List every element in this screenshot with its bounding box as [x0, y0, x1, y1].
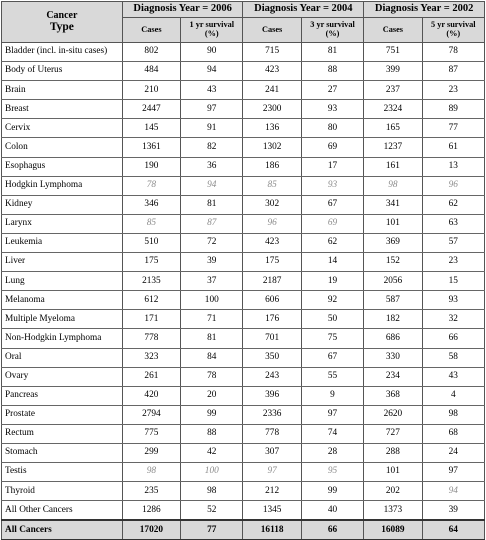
table-body: [2, 43, 485, 540]
cases-2004-cell: 96: [243, 214, 301, 233]
cancer-name-cell: Lung: [2, 272, 123, 291]
cases-2004-cell: 241: [243, 81, 301, 100]
cases-2004-cell: 2336: [243, 405, 301, 424]
table-row: [2, 272, 485, 291]
survival-3yr-cell: 9: [301, 386, 363, 405]
cancer-type-header: [2, 2, 123, 43]
survival-3yr-cell: 95: [301, 463, 363, 482]
survival-table: [1, 1, 485, 540]
cases-2004-cell: 307: [243, 443, 301, 462]
cases-2006-cell: 484: [122, 62, 180, 81]
cases-2006-cell: 190: [122, 157, 180, 176]
cancer-name-cell: Hodgkin Lymphoma: [2, 176, 123, 195]
survival-3yr-cell: 55: [301, 367, 363, 386]
survival-1yr-cell: 81: [181, 195, 243, 214]
survival-3yr-cell: 88: [301, 62, 363, 81]
cases-2004-cell: 176: [243, 310, 301, 329]
cases-2004-cell: 1345: [243, 501, 301, 521]
table-row: [2, 386, 485, 405]
cases-2002-cell: 101: [364, 214, 422, 233]
survival-5yr-cell: 23: [422, 81, 484, 100]
survival-5yr-cell: 61: [422, 138, 484, 157]
cancer-name-cell: Melanoma: [2, 291, 123, 310]
survival-5yr-cell: 43: [422, 367, 484, 386]
table-row: [2, 253, 485, 272]
survival-1yr-cell: 100: [181, 463, 243, 482]
survival-1yr-cell: 20: [181, 386, 243, 405]
survival-5yr-cell: 39: [422, 501, 484, 521]
cases-2002-cell: 161: [364, 157, 422, 176]
cancer-name-cell: Pancreas: [2, 386, 123, 405]
survival-5yr-cell: 66: [422, 329, 484, 348]
survival-3yr-cell: 69: [301, 138, 363, 157]
survival-5yr-cell: 32: [422, 310, 484, 329]
cases-2002-cell: 98: [364, 176, 422, 195]
survival-3yr-cell: 50: [301, 310, 363, 329]
cases-header-2006: Cases: [122, 18, 180, 43]
survival-5yr-cell: 78: [422, 43, 484, 62]
survival-5yr-cell: 62: [422, 195, 484, 214]
cancer-name-cell: Non-Hodgkin Lymphoma: [2, 329, 123, 348]
table-row: [2, 119, 485, 138]
table-row: [2, 138, 485, 157]
cancer-name-cell: Rectum: [2, 424, 123, 443]
total-row: [2, 520, 485, 540]
cancer-name-cell: Kidney: [2, 195, 123, 214]
cases-2006-cell: 299: [122, 443, 180, 462]
survival-1yr-cell: 94: [181, 62, 243, 81]
survival-5yr-cell: 63: [422, 214, 484, 233]
cases-2006-cell: 510: [122, 233, 180, 252]
cases-2002-cell: 1373: [364, 501, 422, 521]
survival-5yr-cell: 64: [422, 520, 484, 540]
cases-2006-cell: 778: [122, 329, 180, 348]
survival-1yr-cell: 99: [181, 405, 243, 424]
cases-2002-cell: 341: [364, 195, 422, 214]
survival-3yr-cell: 66: [301, 520, 363, 540]
cases-2002-cell: 165: [364, 119, 422, 138]
cases-2004-cell: 606: [243, 291, 301, 310]
survival-3yr-cell: 81: [301, 43, 363, 62]
survival-5yr-cell: 87: [422, 62, 484, 81]
cases-2004-cell: 186: [243, 157, 301, 176]
survival-3yr-cell: 69: [301, 214, 363, 233]
cancer-name-cell: Larynx: [2, 214, 123, 233]
survival-5yr-cell: 96: [422, 176, 484, 195]
survival-1yr-cell: 71: [181, 310, 243, 329]
survival-1yr-cell: 37: [181, 272, 243, 291]
survival-1yr-cell: 94: [181, 176, 243, 195]
survival-3yr-cell: 14: [301, 253, 363, 272]
survival-3yr-cell: 28: [301, 443, 363, 462]
cancer-name-cell: Cervix: [2, 119, 123, 138]
cases-2006-cell: 145: [122, 119, 180, 138]
cancer-name-cell: Testis: [2, 463, 123, 482]
cases-2006-cell: 235: [122, 482, 180, 501]
cases-2004-cell: 212: [243, 482, 301, 501]
cases-2002-cell: 399: [364, 62, 422, 81]
cases-2006-cell: 775: [122, 424, 180, 443]
survival-3yr-cell: 93: [301, 176, 363, 195]
cases-2002-cell: 182: [364, 310, 422, 329]
survival-header-2006: 1 yr survival (%): [181, 18, 243, 43]
survival-3yr-cell: 27: [301, 81, 363, 100]
year-header-2004: Diagnosis Year = 2004: [243, 2, 364, 18]
year-header-2002: Diagnosis Year = 2002: [364, 2, 485, 18]
cases-2002-cell: 202: [364, 482, 422, 501]
survival-5yr-cell: 94: [422, 482, 484, 501]
survival-3yr-cell: 97: [301, 405, 363, 424]
survival-1yr-cell: 84: [181, 348, 243, 367]
cancer-name-cell: Stomach: [2, 443, 123, 462]
cases-2006-cell: 1286: [122, 501, 180, 521]
survival-3yr-cell: 40: [301, 501, 363, 521]
survival-5yr-cell: 57: [422, 233, 484, 252]
survival-1yr-cell: 88: [181, 424, 243, 443]
survival-3yr-cell: 67: [301, 195, 363, 214]
survival-3yr-cell: 67: [301, 348, 363, 367]
cancer-name-cell: Esophagus: [2, 157, 123, 176]
survival-3yr-cell: 62: [301, 233, 363, 252]
table-row: [2, 233, 485, 252]
cases-2004-cell: 136: [243, 119, 301, 138]
cases-2002-cell: 16089: [364, 520, 422, 540]
cases-2006-cell: 1361: [122, 138, 180, 157]
cases-2004-cell: 701: [243, 329, 301, 348]
cases-2002-cell: 152: [364, 253, 422, 272]
survival-5yr-cell: 24: [422, 443, 484, 462]
table-row: [2, 176, 485, 195]
cases-2006-cell: 346: [122, 195, 180, 214]
cases-2002-cell: 2056: [364, 272, 422, 291]
cases-2006-cell: 2794: [122, 405, 180, 424]
survival-1yr-cell: 36: [181, 157, 243, 176]
cancer-name-cell: Prostate: [2, 405, 123, 424]
table-row: [2, 195, 485, 214]
cancer-name-cell: Leukemia: [2, 233, 123, 252]
cases-2004-cell: 423: [243, 233, 301, 252]
cases-2002-cell: 686: [364, 329, 422, 348]
cases-2004-cell: 778: [243, 424, 301, 443]
cases-2004-cell: 715: [243, 43, 301, 62]
survival-3yr-cell: 99: [301, 482, 363, 501]
cases-2006-cell: 210: [122, 81, 180, 100]
survival-5yr-cell: 77: [422, 119, 484, 138]
cancer-name-cell: All Cancers: [2, 520, 123, 540]
survival-1yr-cell: 77: [181, 520, 243, 540]
cases-2006-cell: 2135: [122, 272, 180, 291]
cases-2002-cell: 330: [364, 348, 422, 367]
table-row: [2, 424, 485, 443]
survival-5yr-cell: 23: [422, 253, 484, 272]
table-row: [2, 157, 485, 176]
cases-2002-cell: 234: [364, 367, 422, 386]
cases-2002-cell: 751: [364, 43, 422, 62]
survival-1yr-cell: 82: [181, 138, 243, 157]
cases-2004-cell: 175: [243, 253, 301, 272]
table-row: [2, 329, 485, 348]
cancer-name-cell: Colon: [2, 138, 123, 157]
cases-2002-cell: 369: [364, 233, 422, 252]
cases-2002-cell: 587: [364, 291, 422, 310]
cases-2004-cell: 1302: [243, 138, 301, 157]
table-row: [2, 81, 485, 100]
survival-1yr-cell: 78: [181, 367, 243, 386]
cases-2004-cell: 302: [243, 195, 301, 214]
cancer-name-cell: Bladder (incl. in-situ cases): [2, 43, 123, 62]
cases-2006-cell: 802: [122, 43, 180, 62]
cases-2006-cell: 323: [122, 348, 180, 367]
cases-2004-cell: 85: [243, 176, 301, 195]
table-row: [2, 405, 485, 424]
survival-1yr-cell: 87: [181, 214, 243, 233]
cases-2002-cell: 2620: [364, 405, 422, 424]
cases-2002-cell: 1237: [364, 138, 422, 157]
survival-5yr-cell: 89: [422, 100, 484, 119]
survival-5yr-cell: 68: [422, 424, 484, 443]
survival-5yr-cell: 4: [422, 386, 484, 405]
table-row: [2, 100, 485, 119]
cases-2006-cell: 17020: [122, 520, 180, 540]
table-row: [2, 501, 485, 521]
cancer-name-cell: Brain: [2, 81, 123, 100]
survival-1yr-cell: 100: [181, 291, 243, 310]
cases-2004-cell: 350: [243, 348, 301, 367]
cases-2004-cell: 97: [243, 463, 301, 482]
cases-2002-cell: 101: [364, 463, 422, 482]
year-header-2006: Diagnosis Year = 2006: [122, 2, 243, 18]
cancer-name-cell: Body of Uterus: [2, 62, 123, 81]
cases-2006-cell: 420: [122, 386, 180, 405]
survival-1yr-cell: 81: [181, 329, 243, 348]
survival-3yr-cell: 80: [301, 119, 363, 138]
cancer-name-cell: All Other Cancers: [2, 501, 123, 521]
survival-3yr-cell: 19: [301, 272, 363, 291]
cases-2002-cell: 237: [364, 81, 422, 100]
cases-2004-cell: 16118: [243, 520, 301, 540]
table-row: [2, 443, 485, 462]
cases-2004-cell: 243: [243, 367, 301, 386]
survival-5yr-cell: 15: [422, 272, 484, 291]
header-row-years: [2, 2, 485, 18]
table-row: [2, 43, 485, 62]
cases-2004-cell: 2187: [243, 272, 301, 291]
cancer-name-cell: Multiple Myeloma: [2, 310, 123, 329]
table-row: [2, 214, 485, 233]
cases-2006-cell: 98: [122, 463, 180, 482]
survival-3yr-cell: 74: [301, 424, 363, 443]
survival-5yr-cell: 93: [422, 291, 484, 310]
cancer-name-cell: Breast: [2, 100, 123, 119]
survival-1yr-cell: 52: [181, 501, 243, 521]
survival-1yr-cell: 72: [181, 233, 243, 252]
survival-1yr-cell: 90: [181, 43, 243, 62]
survival-1yr-cell: 91: [181, 119, 243, 138]
cases-header-2004: Cases: [243, 18, 301, 43]
survival-3yr-cell: 93: [301, 100, 363, 119]
survival-1yr-cell: 98: [181, 482, 243, 501]
cases-2004-cell: 423: [243, 62, 301, 81]
survival-header-2002: 5 yr survival (%): [422, 18, 484, 43]
cases-2006-cell: 2447: [122, 100, 180, 119]
survival-1yr-cell: 97: [181, 100, 243, 119]
cases-2002-cell: 2324: [364, 100, 422, 119]
table-row: [2, 310, 485, 329]
cancer-name-cell: Oral: [2, 348, 123, 367]
cases-2004-cell: 396: [243, 386, 301, 405]
survival-5yr-cell: 58: [422, 348, 484, 367]
survival-3yr-cell: 92: [301, 291, 363, 310]
cases-2006-cell: 175: [122, 253, 180, 272]
survival-5yr-cell: 98: [422, 405, 484, 424]
cases-2002-cell: 288: [364, 443, 422, 462]
cancer-name-cell: Thyroid: [2, 482, 123, 501]
cancer-name-cell: Ovary: [2, 367, 123, 386]
cases-2004-cell: 2300: [243, 100, 301, 119]
survival-header-2004: 3 yr survival (%): [301, 18, 363, 43]
cases-2006-cell: 261: [122, 367, 180, 386]
survival-3yr-cell: 17: [301, 157, 363, 176]
table-row: [2, 348, 485, 367]
cancer-header-line1: Cancer: [46, 9, 78, 21]
cases-2006-cell: 78: [122, 176, 180, 195]
table-row: [2, 367, 485, 386]
survival-1yr-cell: 43: [181, 81, 243, 100]
cases-header-2002: Cases: [364, 18, 422, 43]
cancer-header-line2: Type: [49, 21, 74, 34]
survival-5yr-cell: 97: [422, 463, 484, 482]
survival-1yr-cell: 42: [181, 443, 243, 462]
cancer-name-cell: Liver: [2, 253, 123, 272]
survival-5yr-cell: 13: [422, 157, 484, 176]
table-row: [2, 62, 485, 81]
survival-3yr-cell: 75: [301, 329, 363, 348]
survival-1yr-cell: 39: [181, 253, 243, 272]
table-row: [2, 463, 485, 482]
cases-2006-cell: 612: [122, 291, 180, 310]
cases-2002-cell: 727: [364, 424, 422, 443]
cases-2006-cell: 171: [122, 310, 180, 329]
cases-2002-cell: 368: [364, 386, 422, 405]
table-row: [2, 291, 485, 310]
cases-2006-cell: 85: [122, 214, 180, 233]
